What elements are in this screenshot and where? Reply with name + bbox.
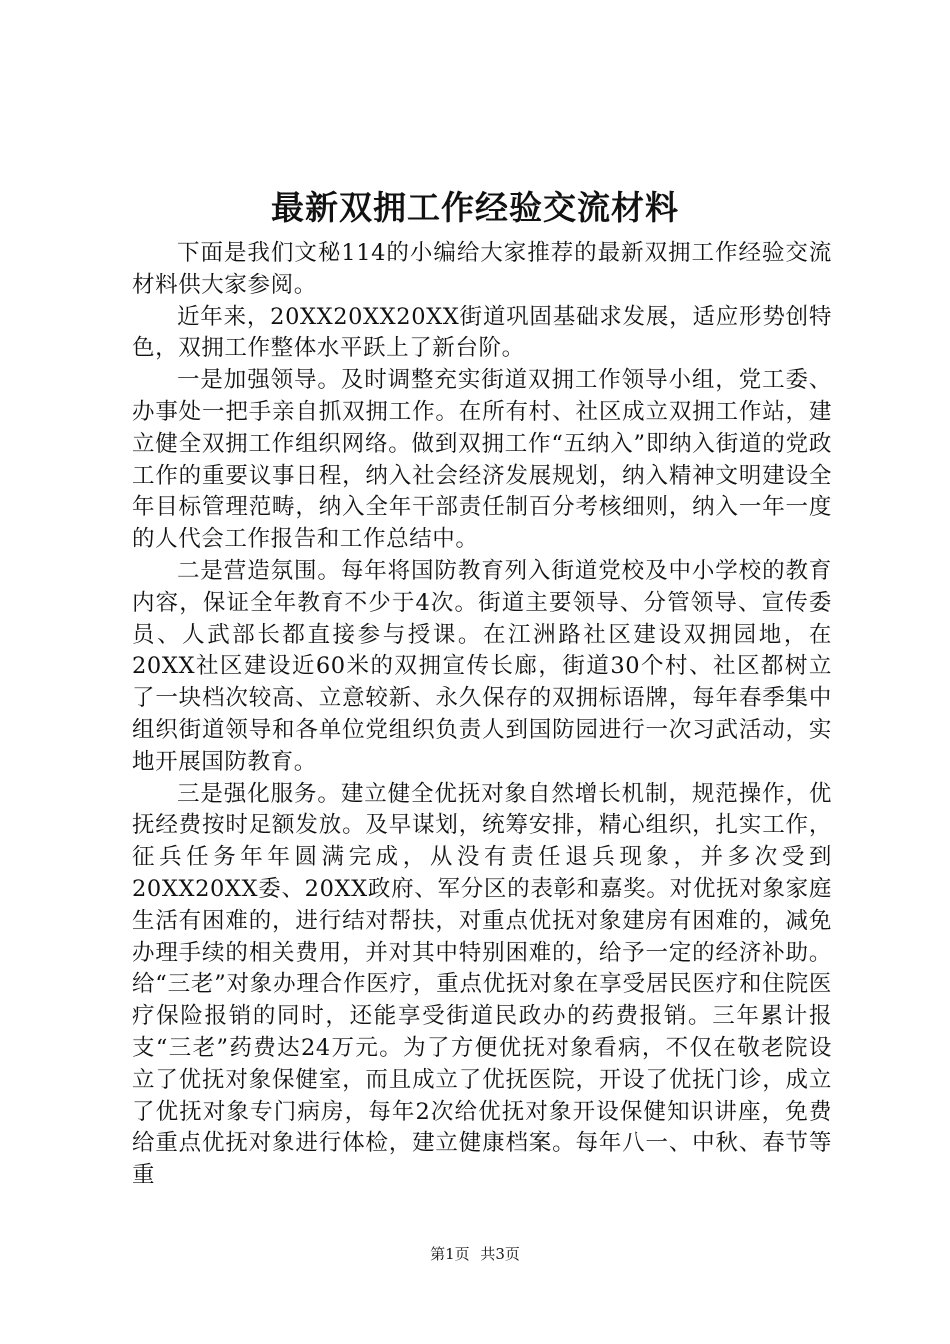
document-body	[132, 238, 832, 1192]
document-title: 最新双拥工作经验交流材料	[271, 188, 679, 227]
page-footer	[0, 1244, 950, 1264]
paragraph-atmosphere: 二是营造氛围。每年将国防教育列入街道党校及中小学校的教育内容，保证全年教育不少于4次。街道主要领导、分管领导、宣传委员、人武部长都直接参与授课。在江洲路社区建设双拥园地，在20XX社区建设近60米的双拥宣传长廊，街道30个村、社区都树立了一块档次较高、立意较新、永久保存的双拥标语牌，每年春季集中组织街道领导和各单位党组织负责人到国防园进行一次习武活动，实地开展国防教育。	[132, 557, 832, 775]
page-total: 共3页	[480, 1245, 520, 1263]
paragraph-overview: 近年来，20XX20XX20XX街道巩固基础求发展，适应形势创特色，双拥工作整体水平跃上了新台阶。	[132, 303, 832, 362]
paragraph-intro: 下面是我们文秘114的小编给大家推荐的最新双拥工作经验交流材料供大家参阅。	[132, 240, 832, 298]
page-number: 第1页	[430, 1245, 470, 1263]
paragraph-service: 三是强化服务。建立健全优抚对象自然增长机制，规范操作，优抚经费按时足额发放。及早谋划，统筹安排，精心组织，扎实工作，征兵任务年年圆满完成，从没有责任退兵现象，并多次受到20XX20XX委、20XX政府、军分区的表彰和嘉奖。对优抚对象家庭生活有困难的，进行结对帮扶，对重点优抚对象建房有困难的，减免办理手续的相关费用，并对其中特别困难的，给予一定的经济补助。给“三老”对象办理合作医疗，重点优抚对象在享受居民医疗和住院医疗保险报销的同时，还能享受街道民政办的药费报销。三年累计报支“三老”药费达24万元。为了方便优抚对象看病，不仅在敬老院设立了优抚对象保健室，而且成立了优抚医院，开设了优抚门诊，成立了优抚对象专门病房，每年2次给优抚对象开设保健知识讲座，免费给重点优抚对象进行体检，建立健康档案。每年八一、中秋、春节等重	[132, 780, 832, 1189]
paragraph-leadership: 一是加强领导。及时调整充实街道双拥工作领导小组，党工委、办事处一把手亲自抓双拥工作。在所有村、社区成立双拥工作站，建立健全双拥工作组织网络。做到双拥工作“五纳入”即纳入街道的党政工作的重要议事日程，纳入社会经济发展规划，纳入精神文明建设全年目标管理范畴，纳入全年干部责任制百分考核细则，纳入一年一度的人代会工作报告和工作总结中。	[132, 367, 832, 553]
